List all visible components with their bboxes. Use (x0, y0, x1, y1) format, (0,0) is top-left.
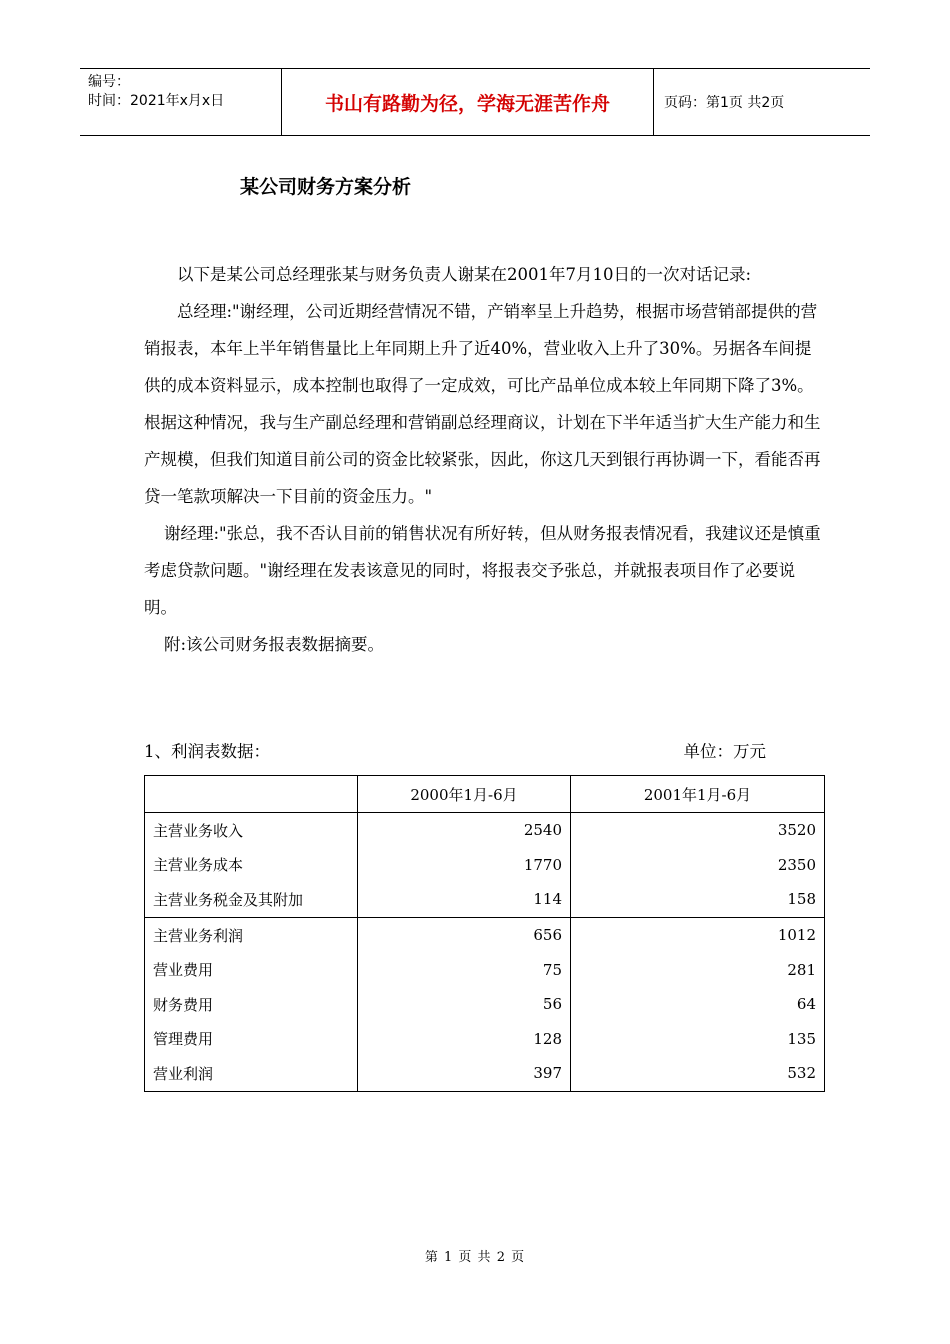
row-value-2001: 64 (571, 987, 825, 1022)
row-value-2001: 158 (571, 882, 825, 917)
table-caption: 1、利润表数据： (144, 742, 270, 761)
paragraph-xie-speech: 谢经理:"张总，我不否认目前的销售状况有所好转，但从财务报表情况看，我建议还是慎重考虑贷款问题。"谢经理在发表该意见的同时，将报表交予张总，并就报表项目作了必要说明。 (144, 524, 821, 617)
row-label: 管理费用 (145, 1022, 358, 1057)
row-label: 财务费用 (145, 987, 358, 1022)
table-row (145, 952, 825, 987)
table-unit: 单位：万元 (683, 742, 766, 761)
row-value-2001: 135 (571, 1022, 825, 1057)
row-label: 主营业务成本 (145, 848, 358, 883)
row-value-2000: 56 (358, 987, 571, 1022)
row-value-2000: 75 (358, 952, 571, 987)
table-row (145, 1022, 825, 1057)
page-header (80, 68, 870, 136)
row-value-2000: 1770 (358, 848, 571, 883)
table-row (145, 1056, 825, 1091)
header-number-label: 编号： (88, 74, 130, 90)
header-time-label: 时间：2021年x月x日 (88, 93, 225, 109)
row-label: 主营业务税金及其附加 (145, 882, 358, 917)
table-row (145, 882, 825, 917)
document-body (144, 256, 824, 663)
paragraph-gm-speech: 总经理:"谢经理，公司近期经营情况不错，产销率呈上升趋势，根据市场营销部提供的营销报表，本年上半年销售量比上年同期上升了近40%，营业收入上升了30%。另据各车间提供的成本资料显示，成本控制也取得了一定成效，可比产品单位成本较上年同期下降了3%。根据这种情况，我与生产副总经理和营销副总经理商议，计划在下半年适当扩大生产能力和生产规模，但我们知道目前公司的资金比较紧张，因此，你这几天到银行再协调一下，看能否再贷一笔款项解决一下目前的资金压力。" (144, 302, 821, 506)
page-footer: 第 1 页 共 2 页 (424, 1250, 526, 1265)
row-label: 主营业务利润 (145, 917, 358, 952)
table-header-cell: 2000年1月-6月 (358, 776, 571, 813)
header-motto: 书山有路勤为径，学海无涯苦作舟 (282, 69, 654, 135)
table-header-row (145, 776, 825, 813)
table-row (145, 917, 825, 952)
row-value-2000: 397 (358, 1056, 571, 1091)
row-value-2000: 2540 (358, 813, 571, 848)
document-title: 某公司财务方案分析 (240, 176, 412, 198)
row-label: 主营业务收入 (145, 813, 358, 848)
row-value-2001: 281 (571, 952, 825, 987)
header-page-info: 页码：第1页 共2页 (664, 95, 785, 111)
row-value-2001: 2350 (571, 848, 825, 883)
table-row (145, 848, 825, 883)
table-header-cell (145, 776, 358, 813)
row-label: 营业费用 (145, 952, 358, 987)
table-header-cell: 2001年1月-6月 (571, 776, 825, 813)
table-row (145, 813, 825, 848)
row-label: 营业利润 (145, 1056, 358, 1091)
paragraph-appendix: 附:该公司财务报表数据摘要。 (164, 635, 385, 654)
table-row (145, 987, 825, 1022)
paragraph-intro: 以下是某公司总经理张某与财务负责人谢某在2001年7月10日的一次对话记录: (177, 265, 752, 284)
row-value-2001: 3520 (571, 813, 825, 848)
row-value-2001: 1012 (571, 917, 825, 952)
table-caption-row (144, 737, 766, 767)
header-meta (80, 69, 282, 135)
row-value-2000: 656 (358, 917, 571, 952)
profit-table (144, 775, 825, 1092)
row-value-2000: 114 (358, 882, 571, 917)
row-value-2000: 128 (358, 1022, 571, 1057)
row-value-2001: 532 (571, 1056, 825, 1091)
